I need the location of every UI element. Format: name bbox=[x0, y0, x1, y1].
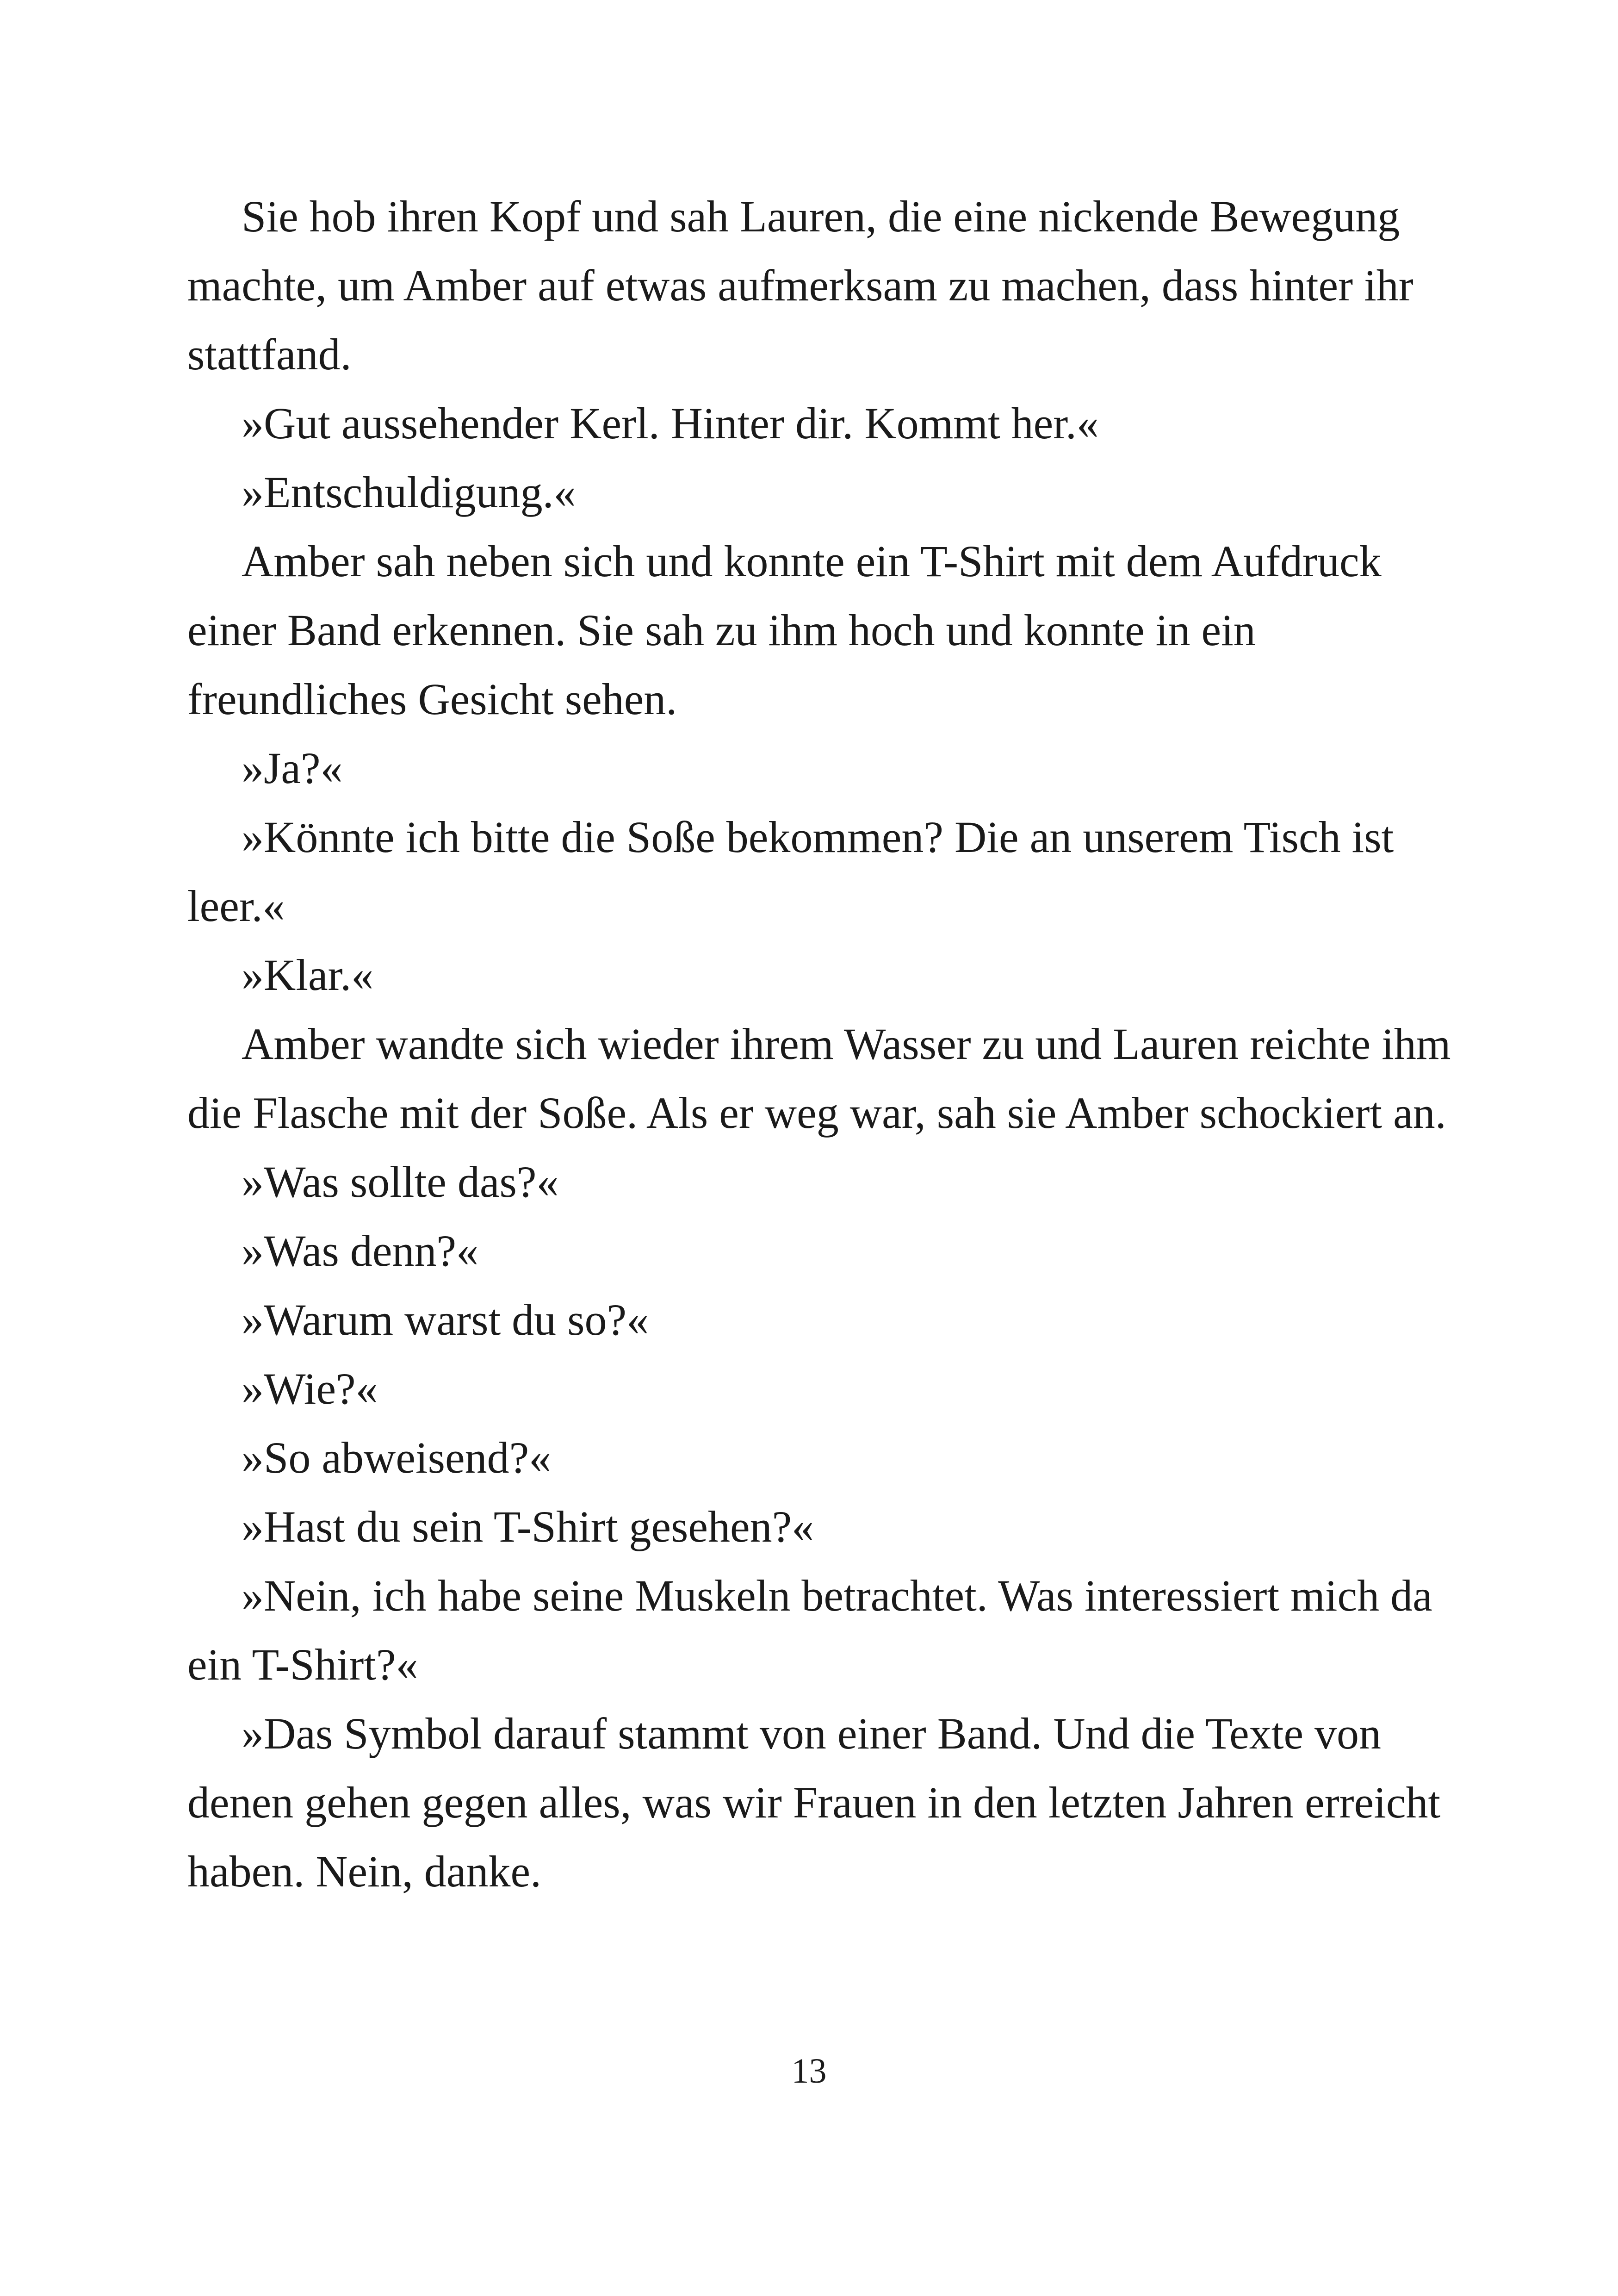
paragraph: Amber wandte sich wieder ihrem Wasser zu und Lauren reichte ihm die Flasche mit der Soße. Als er weg war, sah sie Amber schockiert an. bbox=[187, 1019, 1451, 1138]
paragraph: »Das Symbol darauf stammt von einer Band. Und die Texte von denen gehen gegen alles, was wir Frauen in den letzten Jahren erreicht haben. Nein, danke. bbox=[187, 1709, 1441, 1896]
paragraph: »Wie?« bbox=[242, 1364, 378, 1413]
paragraph: »Gut aussehender Kerl. Hinter dir. Kommt her.« bbox=[242, 398, 1099, 448]
paragraph: Amber sah neben sich und konnte ein T-Shirt mit dem Aufdruck einer Band erkennen. Sie sah zu ihm hoch und konnte in ein freundliches Gesicht sehen. bbox=[187, 536, 1382, 724]
paragraph: »Ja?« bbox=[242, 743, 343, 793]
page-number: 13 bbox=[791, 2052, 827, 2091]
body-text bbox=[187, 182, 1464, 1906]
paragraph: »Was sollte das?« bbox=[242, 1157, 559, 1207]
paragraph: »Nein, ich habe seine Muskeln betrachtet. Was interessiert mich da ein T-Shirt?« bbox=[187, 1571, 1432, 1689]
paragraph: »Entschuldigung.« bbox=[242, 467, 576, 517]
paragraph: »Hast du sein T-Shirt gesehen?« bbox=[242, 1502, 814, 1551]
paragraph: »Was denn?« bbox=[242, 1226, 479, 1276]
paragraph: »Könnte ich bitte die Soße bekommen? Die an unserem Tisch ist leer.« bbox=[187, 812, 1394, 931]
paragraph: »So abweisend?« bbox=[242, 1433, 552, 1482]
paragraph: Sie hob ihren Kopf und sah Lauren, die eine nickende Bewegung machte, um Amber auf etwas aufmerksam zu machen, dass hinter ihr stattfand. bbox=[187, 192, 1413, 379]
paragraph: »Warum warst du so?« bbox=[242, 1295, 649, 1344]
paragraph: »Klar.« bbox=[242, 950, 374, 1000]
